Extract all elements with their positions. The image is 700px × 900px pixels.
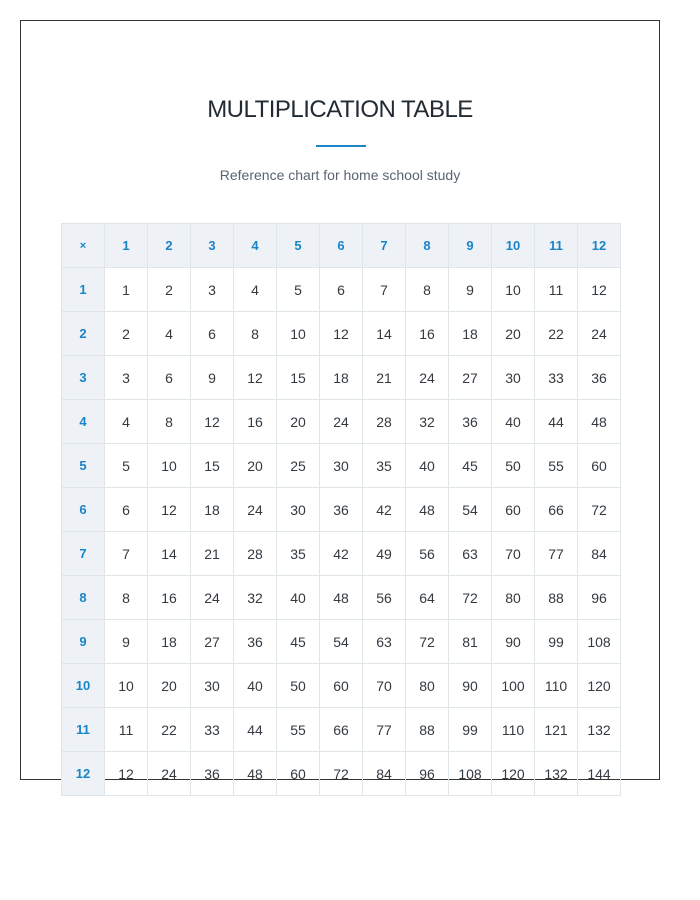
product-cell: 1 [105,268,148,312]
product-cell: 60 [492,488,535,532]
product-cell: 36 [578,356,621,400]
row-header-12: 12 [62,752,105,796]
product-cell: 63 [449,532,492,576]
column-header-3: 3 [191,224,234,268]
corner-cell: × [62,224,105,268]
row-header-1: 1 [62,268,105,312]
product-cell: 120 [578,664,621,708]
product-cell: 12 [578,268,621,312]
product-cell: 6 [148,356,191,400]
product-cell: 12 [191,400,234,444]
product-cell: 22 [148,708,191,752]
product-cell: 9 [449,268,492,312]
product-cell: 22 [535,312,578,356]
product-cell: 4 [105,400,148,444]
product-cell: 49 [363,532,406,576]
product-cell: 24 [148,752,191,796]
product-cell: 33 [191,708,234,752]
product-cell: 25 [277,444,320,488]
product-cell: 77 [535,532,578,576]
product-cell: 18 [148,620,191,664]
product-cell: 63 [363,620,406,664]
product-cell: 121 [535,708,578,752]
product-cell: 18 [449,312,492,356]
product-cell: 120 [492,752,535,796]
product-cell: 56 [406,532,449,576]
column-header-4: 4 [234,224,277,268]
column-header-10: 10 [492,224,535,268]
product-cell: 24 [234,488,277,532]
product-cell: 20 [492,312,535,356]
product-cell: 100 [492,664,535,708]
product-cell: 110 [492,708,535,752]
product-cell: 30 [320,444,363,488]
product-cell: 4 [148,312,191,356]
product-cell: 24 [320,400,363,444]
product-cell: 40 [234,664,277,708]
product-cell: 6 [191,312,234,356]
product-cell: 144 [578,752,621,796]
product-cell: 24 [406,356,449,400]
product-cell: 99 [449,708,492,752]
column-header-6: 6 [320,224,363,268]
column-header-2: 2 [148,224,191,268]
column-header-11: 11 [535,224,578,268]
product-cell: 16 [148,576,191,620]
table-row [62,488,621,532]
product-cell: 80 [406,664,449,708]
table-row [62,356,621,400]
product-cell: 30 [492,356,535,400]
product-cell: 72 [449,576,492,620]
product-cell: 99 [535,620,578,664]
product-cell: 3 [105,356,148,400]
product-cell: 4 [234,268,277,312]
product-cell: 24 [578,312,621,356]
row-header-7: 7 [62,532,105,576]
product-cell: 60 [578,444,621,488]
product-cell: 108 [578,620,621,664]
table-row [62,532,621,576]
product-cell: 12 [234,356,277,400]
column-header-8: 8 [406,224,449,268]
row-header-9: 9 [62,620,105,664]
product-cell: 80 [492,576,535,620]
product-cell: 7 [363,268,406,312]
column-header-12: 12 [578,224,621,268]
product-cell: 132 [535,752,578,796]
product-cell: 10 [148,444,191,488]
product-cell: 8 [234,312,277,356]
product-cell: 55 [277,708,320,752]
product-cell: 15 [191,444,234,488]
product-cell: 72 [320,752,363,796]
row-header-11: 11 [62,708,105,752]
table-row [62,752,621,796]
table-row [62,708,621,752]
product-cell: 88 [406,708,449,752]
table-row [62,576,621,620]
product-cell: 20 [234,444,277,488]
product-cell: 60 [277,752,320,796]
product-cell: 14 [363,312,406,356]
product-cell: 11 [535,268,578,312]
product-cell: 96 [406,752,449,796]
product-cell: 16 [406,312,449,356]
product-cell: 9 [191,356,234,400]
product-cell: 77 [363,708,406,752]
column-header-1: 1 [105,224,148,268]
product-cell: 12 [105,752,148,796]
product-cell: 44 [234,708,277,752]
product-cell: 66 [535,488,578,532]
product-cell: 15 [277,356,320,400]
product-cell: 40 [277,576,320,620]
column-header-5: 5 [277,224,320,268]
product-cell: 35 [363,444,406,488]
product-cell: 12 [320,312,363,356]
product-cell: 28 [363,400,406,444]
header-row [62,224,621,268]
product-cell: 14 [148,532,191,576]
product-cell: 45 [449,444,492,488]
product-cell: 5 [105,444,148,488]
product-cell: 108 [449,752,492,796]
product-cell: 24 [191,576,234,620]
product-cell: 81 [449,620,492,664]
product-cell: 54 [449,488,492,532]
product-cell: 132 [578,708,621,752]
product-cell: 56 [363,576,406,620]
table-row [62,444,621,488]
product-cell: 48 [406,488,449,532]
product-cell: 48 [320,576,363,620]
row-header-8: 8 [62,576,105,620]
table-row [62,664,621,708]
product-cell: 66 [320,708,363,752]
product-cell: 40 [492,400,535,444]
product-cell: 32 [406,400,449,444]
product-cell: 60 [320,664,363,708]
product-cell: 2 [148,268,191,312]
product-cell: 84 [578,532,621,576]
product-cell: 54 [320,620,363,664]
product-cell: 11 [105,708,148,752]
product-cell: 10 [492,268,535,312]
product-cell: 88 [535,576,578,620]
product-cell: 32 [234,576,277,620]
product-cell: 84 [363,752,406,796]
product-cell: 42 [320,532,363,576]
product-cell: 8 [148,400,191,444]
title-divider [316,145,366,147]
product-cell: 70 [492,532,535,576]
product-cell: 110 [535,664,578,708]
product-cell: 55 [535,444,578,488]
product-cell: 6 [320,268,363,312]
product-cell: 7 [105,532,148,576]
product-cell: 16 [234,400,277,444]
product-cell: 36 [320,488,363,532]
product-cell: 18 [191,488,234,532]
product-cell: 64 [406,576,449,620]
product-cell: 3 [191,268,234,312]
product-cell: 50 [277,664,320,708]
product-cell: 45 [277,620,320,664]
product-cell: 27 [449,356,492,400]
product-cell: 70 [363,664,406,708]
product-cell: 10 [277,312,320,356]
table-row [62,620,621,664]
table-row [62,268,621,312]
product-cell: 12 [148,488,191,532]
page-title: MULTIPLICATION TABLE [207,96,473,123]
product-cell: 8 [406,268,449,312]
table-row [62,400,621,444]
product-cell: 8 [105,576,148,620]
product-cell: 2 [105,312,148,356]
product-cell: 21 [363,356,406,400]
product-cell: 40 [406,444,449,488]
product-cell: 48 [234,752,277,796]
product-cell: 50 [492,444,535,488]
product-cell: 90 [449,664,492,708]
product-cell: 27 [191,620,234,664]
product-cell: 72 [406,620,449,664]
product-cell: 9 [105,620,148,664]
row-header-5: 5 [62,444,105,488]
product-cell: 36 [449,400,492,444]
row-header-6: 6 [62,488,105,532]
table-row [62,312,621,356]
product-cell: 10 [105,664,148,708]
product-cell: 20 [148,664,191,708]
product-cell: 96 [578,576,621,620]
product-cell: 44 [535,400,578,444]
product-cell: 28 [234,532,277,576]
row-header-10: 10 [62,664,105,708]
product-cell: 36 [191,752,234,796]
product-cell: 18 [320,356,363,400]
column-header-7: 7 [363,224,406,268]
product-cell: 42 [363,488,406,532]
product-cell: 72 [578,488,621,532]
product-cell: 30 [277,488,320,532]
column-header-9: 9 [449,224,492,268]
multiplication-table [61,223,621,796]
product-cell: 35 [277,532,320,576]
product-cell: 21 [191,532,234,576]
product-cell: 33 [535,356,578,400]
product-cell: 48 [578,400,621,444]
product-cell: 90 [492,620,535,664]
product-cell: 30 [191,664,234,708]
page-subtitle: Reference chart for home school study [219,167,461,183]
row-header-4: 4 [62,400,105,444]
row-header-2: 2 [62,312,105,356]
product-cell: 6 [105,488,148,532]
product-cell: 20 [277,400,320,444]
multiplication-table-container [61,223,621,802]
product-cell: 5 [277,268,320,312]
row-header-3: 3 [62,356,105,400]
product-cell: 36 [234,620,277,664]
